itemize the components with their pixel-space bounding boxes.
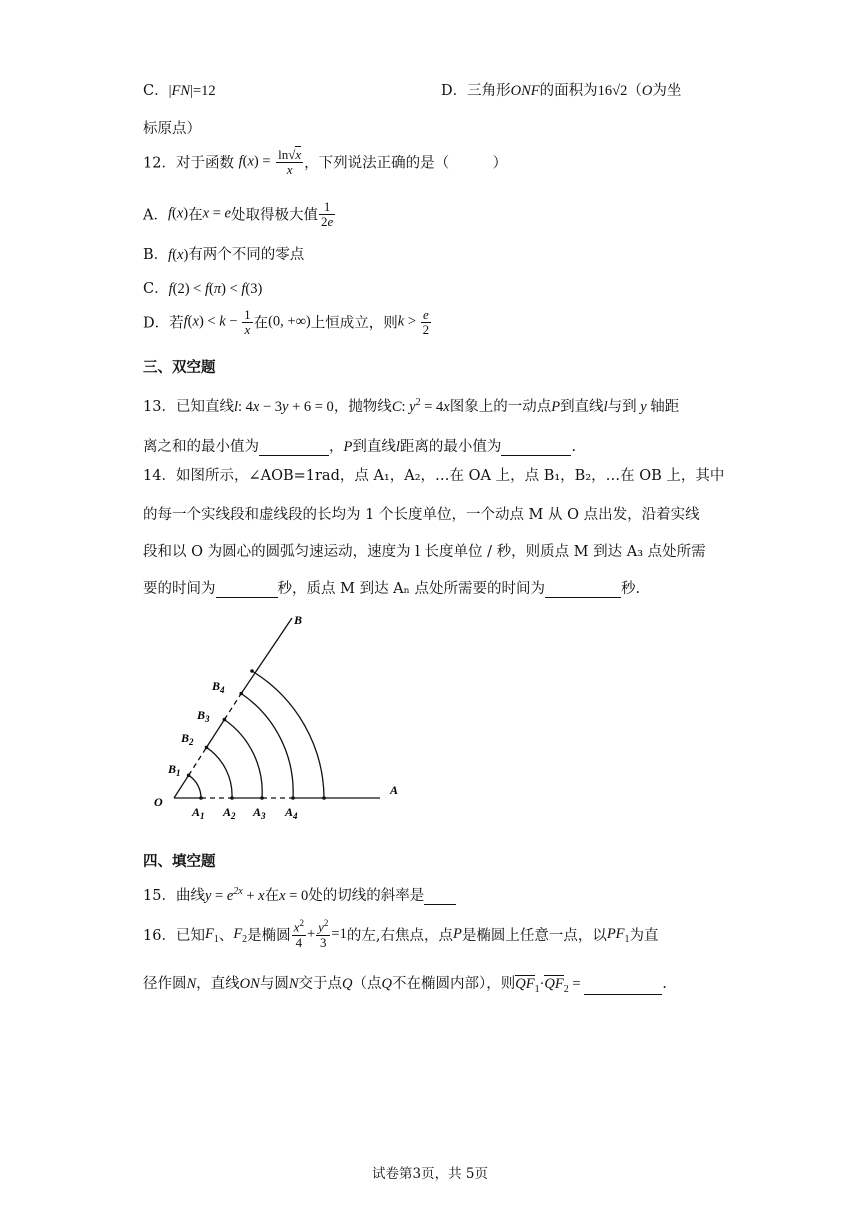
page-footer: 试卷第3页，共 5页 (372, 1166, 488, 1182)
q12-option-c: C．f(2) < f(π) < f(3) (143, 281, 263, 297)
q15-blank[interactable] (424, 888, 456, 905)
q12-option-b: B．f(x)有两个不同的零点 (143, 247, 305, 263)
label-a1: $A_1$ (192, 805, 205, 821)
label-b: B (294, 613, 303, 627)
label-a2: $A_2$ (223, 805, 236, 821)
q16-line2: 径作圆N，直线ON与圆N交于点Q（点Q不在椭圆内部），则$QF_1\cdot QF_2$ = . (143, 976, 667, 995)
q13-blank-1[interactable] (259, 439, 329, 456)
q16-line1: 16．已知$F_1$、$F_2$是椭圆 $\frac{x^2}{4}$ + $\frac{y^2}{3}$ =1的左,右焦点，点P是椭圆上任意一点，以$PF_1$为直 (143, 918, 659, 950)
q15: 15．曲线$y = e^{2x} + x$在x = 0处的切线的斜率是 (143, 884, 456, 905)
q12-option-d: D．若f(x) < k − $\frac{1}{x}$ 在(0, +∞)上恒成立，则k > $\frac{e}{2}$ (143, 307, 430, 337)
q12-stem: 12．对于函数 f(x) = $\frac{\ln√x}{x}$ ，下列说法正确的是（ ） (143, 147, 508, 177)
q13-blank-2[interactable] (501, 439, 571, 456)
q11-option-c: C．|FN|=12 (143, 83, 216, 99)
q14-line4: 要的时间为 秒，质点 M 到达 Aₙ 点处所需要的时间为 秒. (143, 581, 641, 597)
section-heading-fill-blank: 四、填空题 (143, 853, 216, 870)
q11-option-d: D．三角形ONF的面积为16√2（O为坐 (441, 83, 682, 99)
sector-arc-figure (140, 610, 420, 825)
section-heading-double-blank: 三、双空题 (143, 359, 216, 376)
q14-line1: 14．如图所示，∠AOB=1rad，点 A₁，A₂，…在 OA 上，点 B₁，B₂，…在 OB 上，其中 (143, 468, 725, 484)
q14-line3: 段和以 O 为圆心的圆弧匀速运动，速度为 l 长度单位 / 秒，则质点 M 到达 A₃ 点处所需 (143, 544, 706, 560)
label-b2: $B_2$ (181, 731, 194, 747)
label-a4: $A_4$ (285, 805, 298, 821)
q12-option-a: A．f(x)在x = e处取得极大值 $\frac{1}{2e}$ (143, 199, 334, 229)
q14-line2: 的每一个实线段和虚线段的长均为 1 个长度单位，一个动点 M 从 O 点出发，沿着实线 (143, 507, 700, 523)
q11-option-d-wrap: 标原点） (143, 121, 201, 137)
q16-blank[interactable] (584, 978, 662, 995)
label-b3: $B_3$ (197, 708, 210, 724)
q13-line2: 离之和的最小值为 ，P到直线l距离的最小值为 . (143, 439, 576, 455)
label-b1: $B_1$ (168, 762, 181, 778)
q14-blank-1[interactable] (216, 581, 278, 598)
q14-blank-2[interactable] (545, 581, 621, 598)
label-o: O (154, 795, 163, 809)
q13-line1: 13．已知直线l: 4x − 3y + 6 = 0，抛物线C: $y^2 = 4x$图象上的一动点P到直线l与到 y 轴距 (143, 397, 680, 415)
label-b4: $B_4$ (212, 679, 225, 695)
label-a: A (390, 783, 399, 797)
label-a3: $A_3$ (253, 805, 266, 821)
